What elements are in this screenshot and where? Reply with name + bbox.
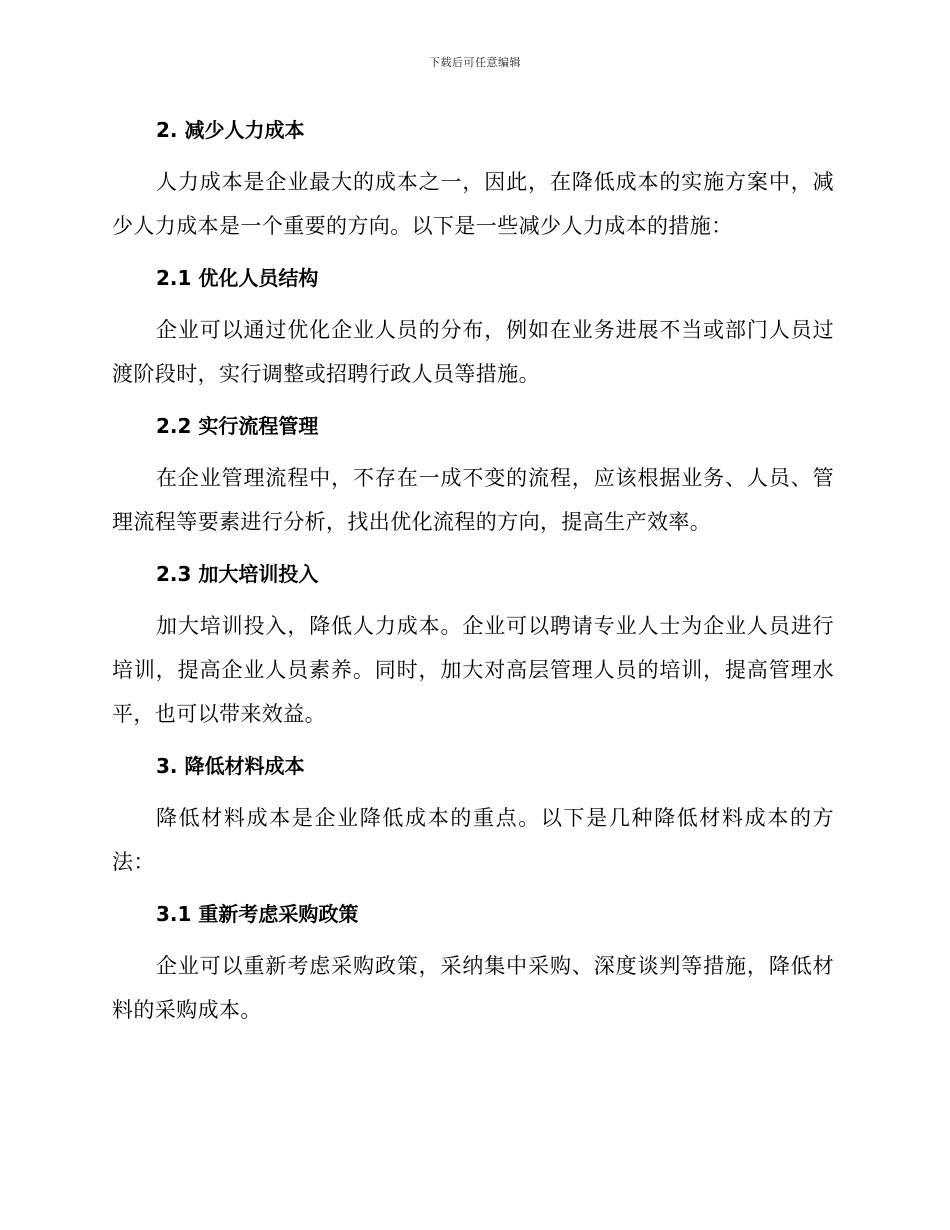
section-heading-3-1: 3.1 重新考虑采购政策: [156, 902, 359, 926]
section-heading-2: 2. 减少人力成本: [156, 118, 305, 142]
page-header-note: 下载后可任意编辑: [429, 56, 521, 69]
document-body: [112, 108, 834, 1040]
paragraph-3-1: 企业可以重新考虑采购政策，采纳集中采购、深度谈判等措施，降低材料的采购成本。: [112, 954, 834, 1022]
paragraph-2-1: 企业可以通过优化企业人员的分布，例如在业务进展不当或部门人员过渡阶段时，实行调整或招聘行政人员等措施。: [112, 318, 834, 386]
section-heading-3: 3. 降低材料成本: [156, 754, 305, 778]
paragraph-3-intro: 降低材料成本是企业降低成本的重点。以下是几种降低材料成本的方法：: [112, 806, 834, 874]
paragraph-2-3: 加大培训投入，降低人力成本。企业可以聘请专业人士为企业人员进行培训，提高企业人员素养。同时，加大对高层管理人员的培训，提高管理水平，也可以带来效益。: [112, 614, 834, 726]
section-heading-2-3: 2.3 加大培训投入: [156, 562, 319, 586]
paragraph-2-intro: 人力成本是企业最大的成本之一，因此，在降低成本的实施方案中，减少人力成本是一个重要的方向。以下是一些减少人力成本的措施：: [112, 170, 834, 238]
section-heading-2-1: 2.1 优化人员结构: [156, 266, 319, 290]
paragraph-2-2: 在企业管理流程中，不存在一成不变的流程，应该根据业务、人员、管理流程等要素进行分析，找出优化流程的方向，提高生产效率。: [112, 466, 834, 534]
section-heading-2-2: 2.2 实行流程管理: [156, 414, 319, 438]
